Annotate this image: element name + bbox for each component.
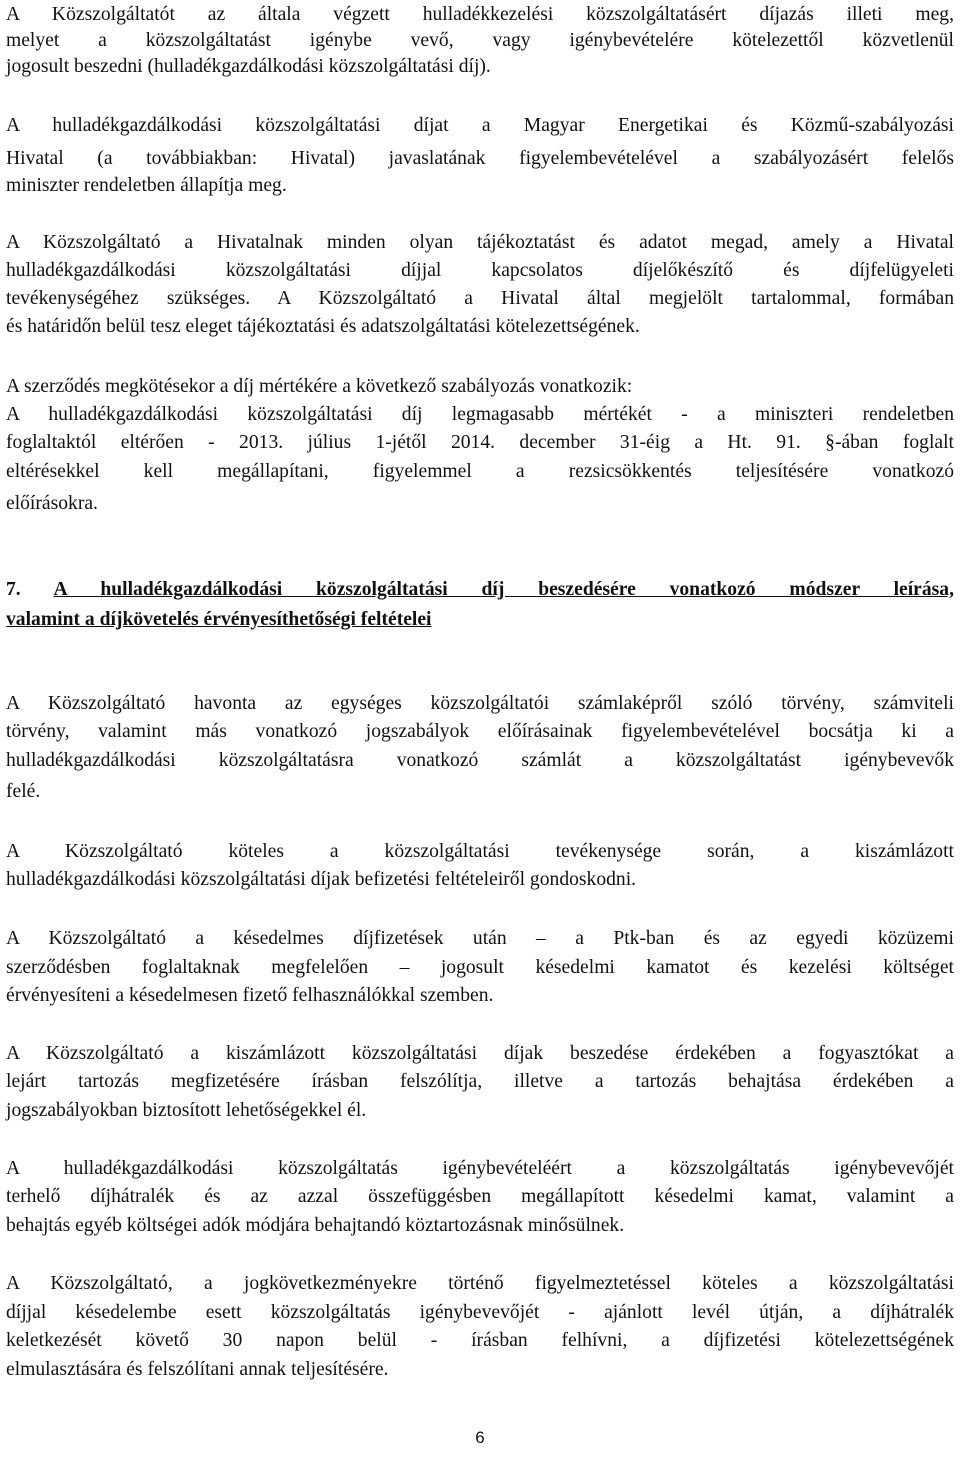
text-line: lejárt tartozás megfizetésére írásban felszólítja, illetve a tartozás behajtása érdekében a <box>6 1071 954 1092</box>
text-line: melyet a közszolgáltatást igénybe vevő, vagy igénybevételére kötelezettől közvetlenül <box>6 30 954 51</box>
text-line: A Közszolgáltatót az általa végzett hulladékkezelési közszolgáltatásért díjazás illeti meg, <box>6 4 954 25</box>
text-line: A szerződés megkötésekor a díj mértékére a következő szabályozás vonatkozik: <box>6 376 633 397</box>
text-line: tevékenységéhez szükséges. A Közszolgáltató a Hivatal által megjelölt tartalommal, formában <box>6 288 954 309</box>
text-line: keletkezését követő 30 napon belül - írásban felhívni, a díjfizetési kötelezettségének <box>6 1330 954 1351</box>
heading-line <box>6 575 954 604</box>
text-line: A Közszolgáltató havonta az egységes közszolgáltatói számlaképről szóló törvény, számviteli <box>6 693 954 714</box>
text-line: díjjal késedelembe esett közszolgáltatás igénybevevőjét - ajánlott levél útján, a díjhátralék <box>6 1302 954 1323</box>
section-title-continued: valamint a díjkövetelés érvényesíthetőségi feltételei <box>6 609 432 630</box>
page-number: 6 <box>475 1428 485 1447</box>
text-line: foglaltaktól eltérően - 2013. július 1-jétől 2014. december 31-éig a Ht. 91. §-ában foglalt <box>6 432 954 453</box>
text-line: miniszter rendeletben állapítja meg. <box>6 175 287 196</box>
text-line: felé. <box>6 781 41 802</box>
text-line: A Közszolgáltató köteles a közszolgáltatási tevékenysége során, a kiszámlázott <box>6 841 954 862</box>
text-line: behajtás egyéb költségei adók módjára behajtandó köztartozásnak minősülnek. <box>6 1215 625 1236</box>
section-title: A hulladékgazdálkodási közszolgáltatási díj beszedésére vonatkozó módszer leírása, <box>53 579 955 600</box>
text-line: hulladékgazdálkodási közszolgáltatásra vonatkozó számlát a közszolgáltatást igénybevevők <box>6 750 954 771</box>
text-line: előírásokra. <box>6 493 98 514</box>
text-line: elmulasztására és felszólítani annak teljesítésére. <box>6 1359 389 1380</box>
text-line: A hulladékgazdálkodási közszolgáltatási díjat a Magyar Energetikai és Közmű-szabályozási <box>6 115 954 136</box>
text-line: terhelő díjhátralék és az azzal összefüggésben megállapított késedelmi kamat, valamint a <box>6 1186 954 1207</box>
text-line: érvényesíteni a késedelmesen fizető felhasználókkal szemben. <box>6 985 494 1006</box>
text-line: és határidőn belül tesz eleget tájékoztatási és adatszolgáltatási kötelezettségének. <box>6 316 640 337</box>
section-number: 7. <box>6 579 21 600</box>
text-line: A hulladékgazdálkodási közszolgáltatási díj legmagasabb mértékét - a miniszteri rendeletben <box>6 404 954 425</box>
text-line: A Közszolgáltató a késedelmes díjfizetések után – a Ptk-ban és az egyedi közüzemi <box>6 928 954 949</box>
text-line: hulladékgazdálkodási közszolgáltatási díjjal kapcsolatos díjelőkészítő és díjfelügyeleti <box>6 260 954 281</box>
text-line: Hivatal (a továbbiakban: Hivatal) javaslatának figyelembevételével a szabályozásért felelős <box>6 148 954 169</box>
text-line: A Közszolgáltató a kiszámlázott közszolgáltatási díjak beszedése érdekében a fogyasztókat a <box>6 1043 954 1064</box>
text-line: eltérésekkel kell megállapítani, figyelemmel a rezsicsökkentés teljesítésére vonatkozó <box>6 461 954 482</box>
heading-line <box>6 605 954 634</box>
text-line: A hulladékgazdálkodási közszolgáltatás igénybevételéért a közszolgáltatás igénybevevőjét <box>6 1158 954 1179</box>
text-line: A Közszolgáltató a Hivatalnak minden olyan tájékoztatást és adatot megad, amely a Hivatal <box>6 232 954 253</box>
text-line: hulladékgazdálkodási közszolgáltatási díjak befizetési feltételeiről gondoskodni. <box>6 869 637 890</box>
text-line: szerződésben foglaltaknak megfelelően – jogosult késedelmi kamatot és kezelési költséget <box>6 957 954 978</box>
text-line: jogszabályokban biztosított lehetőségekkel él. <box>6 1100 367 1121</box>
text-line: törvény, valamint más vonatkozó jogszabályok előírásainak figyelembevételével bocsátja ki a <box>6 721 954 742</box>
text-line: jogosult beszedni (hulladékgazdálkodási közszolgáltatási díj). <box>6 56 491 77</box>
text-line: A Közszolgáltató, a jogkövetkezményekre történő figyelmeztetéssel köteles a közszolgáltatási <box>6 1273 954 1294</box>
